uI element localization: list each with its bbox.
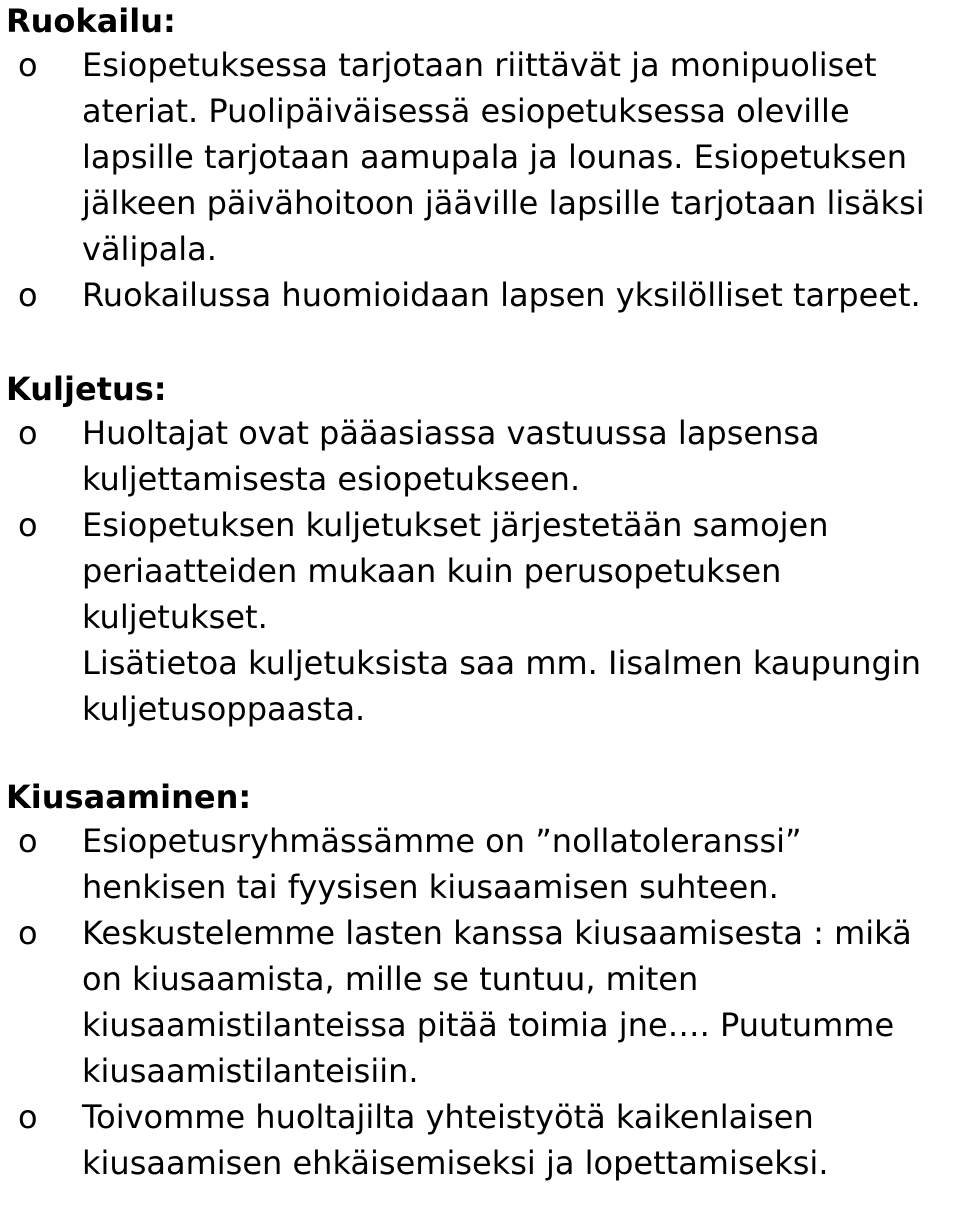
bullet-list xyxy=(6,818,954,1186)
section-heading: Kuljetus: xyxy=(6,370,167,408)
additional-info-text: Lisätietoa kuljetuksista saa mm. Iisalmen kaupungin kuljetusoppaasta. xyxy=(82,644,922,728)
bullet-marker: o xyxy=(18,506,38,544)
list-item-text: Toivomme huoltajilta yhteistyötä kaikenlaisen kiusaamisen ehkäisemiseksi ja lopettamiseksi. xyxy=(82,1098,829,1182)
bullet-marker: o xyxy=(18,914,38,952)
list-item-text: Esiopetuksessa tarjotaan riittävät ja monipuoliset ateriat. Puolipäiväisessä esiopetuksessa oleville lapsille tarjotaan aamupala ja lounas. Esiopetuksen jälkeen päivähoitoon jääville lapsille tarjotaan lisäksi välipala. xyxy=(82,46,925,268)
section-heading: Kiusaaminen: xyxy=(6,778,252,816)
list-item xyxy=(6,910,954,1094)
bullet-list xyxy=(6,410,954,640)
list-item-text: Ruokailussa huomioidaan lapsen yksilölliset tarpeet. xyxy=(82,276,921,314)
bullet-marker: o xyxy=(18,276,38,314)
list-item xyxy=(6,42,954,272)
section-kiusaaminen xyxy=(6,776,954,1186)
list-item-text: Keskustelemme lasten kanssa kiusaamisesta : mikä on kiusaamista, mille se tuntuu, miten kiusaamistilanteissa pitää toimia jne…. Puutumme kiusaamistilanteisiin. xyxy=(82,914,912,1090)
list-item xyxy=(6,410,954,502)
section-ruokailu xyxy=(6,0,954,318)
list-item-text: Huoltajat ovat pääasiassa vastuussa lapsensa kuljettamisesta esiopetukseen. xyxy=(82,414,820,498)
list-item-text: Esiopetuksen kuljetukset järjestetään samojen periaatteiden mukaan kuin perusopetuksen kuljetukset. xyxy=(82,506,829,636)
list-item xyxy=(6,818,954,910)
list-item xyxy=(6,1094,954,1186)
section-heading: Ruokailu: xyxy=(6,2,176,40)
bullet-marker: o xyxy=(18,46,38,84)
list-item-text: Esiopetusryhmässämme on ”nollatoleranssi” henkisen tai fyysisen kiusaamisen suhteen. xyxy=(82,822,802,906)
bullet-marker: o xyxy=(18,1098,38,1136)
document-page xyxy=(6,0,954,1186)
list-item xyxy=(6,272,954,318)
bullet-marker: o xyxy=(18,414,38,452)
section-kuljetus xyxy=(6,368,954,732)
bullet-marker: o xyxy=(18,822,38,860)
bullet-list xyxy=(6,42,954,318)
list-item xyxy=(6,502,954,640)
